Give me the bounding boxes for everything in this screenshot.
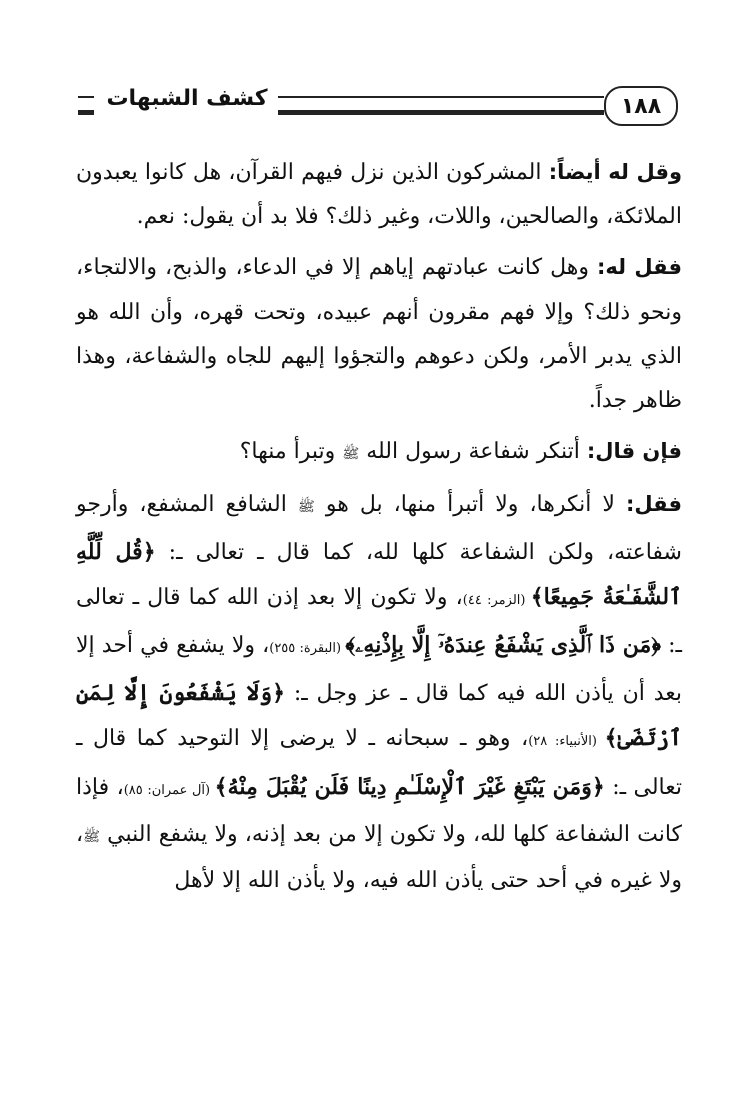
- paragraph-text: لا أنكرها، ولا أتبرأ منها، بل هو: [314, 492, 626, 518]
- verse-reference: (آل عمران: ٨٥): [123, 782, 215, 798]
- page-header: [78, 86, 678, 126]
- honorific-glyph: ﷺ: [342, 446, 360, 463]
- paragraph-lead: فقل له:: [597, 255, 682, 280]
- verse-reference: (الأنبياء: ٢٨): [528, 734, 605, 750]
- paragraph-text: المشركون الذين نزل فيهم القرآن، هل كانوا يعبدون الملائكة، والصالحين، واللات، وغير ذلك؟ فلا بد أن يقول: نعم.: [76, 160, 682, 230]
- quran-verse: ﴿مَن ذَا ٱلَّذِى يَشْفَعُ عِندَهُۥٓ إِلَّا بِإِذْنِهِۦ﴾: [345, 632, 661, 659]
- paragraph-text: أتنكر شفاعة رسول الله: [359, 439, 587, 465]
- paragraph-text: ، وهو ـ سبحانه ـ لا يرضى إلا التوحيد كما قال ـ تعالى ـ:: [76, 726, 682, 800]
- header-rule-end: [78, 96, 94, 115]
- book-title: كشف الشبهات: [106, 86, 268, 111]
- quran-verse: ﴿وَمَن يَبْتَغِ غَيْرَ ٱلْإِسْلَـٰمِ دِينًا فَلَن يُقْبَلَ مِنْهُ﴾: [214, 773, 605, 800]
- paragraph-text: ، فإذا كانت الشفاعة كلها لله، ولا تكون إلا من بعد إذنه، ولا يشفع النبي: [76, 774, 682, 847]
- paragraph-text: وتبرأ منها؟: [239, 439, 343, 465]
- paragraph-text: الشافع المشفع، وأرجو شفاعته، ولكن الشفاعة كلها لله، كما قال ـ تعالى ـ:: [76, 492, 682, 565]
- paragraph-text: ، ولا تكون إلا بعد إذن الله كما قال ـ تعالى ـ:: [76, 584, 682, 659]
- paragraph-lead: وقل له أيضاً:: [548, 160, 682, 184]
- quran-verse: ﴿قُل لِّلَّهِ ٱلشَّفَـٰعَةُ جَمِيعًا﴾: [76, 538, 682, 610]
- paragraph: [76, 429, 682, 476]
- paragraph: [76, 482, 682, 903]
- header-rule: [278, 96, 604, 115]
- page-body: [76, 150, 682, 909]
- paragraph-lead: فقل:: [625, 492, 682, 517]
- page-number: ١٨٨: [604, 86, 678, 126]
- paragraph: [76, 150, 682, 239]
- verse-reference: (البقرة: ٢٥٥): [269, 641, 346, 657]
- verse-reference: (الزمر: ٤٤): [462, 592, 531, 608]
- paragraph-text: ، ولا يشفع في أحد إلا بعد أن يأذن الله فيه كما قال ـ عز وجل ـ:: [76, 633, 682, 707]
- paragraph: [76, 245, 682, 423]
- honorific-glyph: ﷺ: [83, 828, 101, 845]
- paragraph-lead: فإن قال:: [586, 439, 682, 464]
- quran-verse: ﴿وَلَا يَشْفَعُونَ إِلَّا لِمَنِ ٱرْتَضَىٰ﴾: [76, 680, 682, 752]
- honorific-glyph: ﷺ: [297, 499, 315, 516]
- paragraph-text: وهل كانت عبادتهم إياهم إلا في الدعاء، والذبح، والالتجاء، ونحو ذلك؟ وإلا فهم مقرون أنهم عبيده، وتحت قهره، وأن الله هو الذي يدبر الأمر، ولكن دعوهم والتجؤوا إليهم للجاه والشفاعة، وهذا ظاهر جداً.: [76, 255, 682, 414]
- paragraph-text: ، ولا غيره في أحد حتى يأذن الله فيه، ولا يأذن الله إلا لأهل: [76, 821, 682, 894]
